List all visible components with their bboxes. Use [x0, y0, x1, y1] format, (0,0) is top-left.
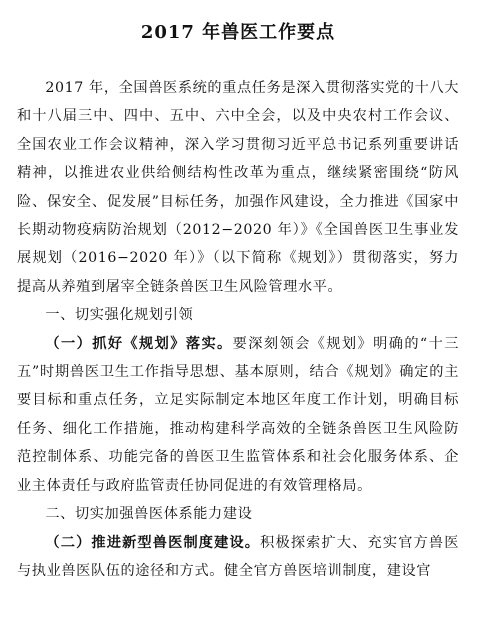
section-heading-1: 一、切实强化规划引领 [45, 307, 194, 324]
subsection-text-2: 积极探索扩大、充实官方兽医与执业兽医队伍的途径和方式。健全官方兽医培训制度，建设官 [17, 534, 459, 579]
subsection-text-1: 要深刻领会《规划》明确的“十三五”时期兽医卫生工作指导思想、基本原则，结合《规划》确定的主要目标和重点任务，立足实际制定本地区年度工作计划，明确目标任务、细化工作措施，推动构建科学高效的全链条兽医卫生风险防范控制体系、功能完备的兽医卫生监管体系和社会化服务体系、企业主体责任与政府监管责任协同促进的有效管理格局。 [17, 335, 459, 494]
subsection-paragraph-1 [17, 330, 459, 500]
subsection-lead-2: （二）推进新型兽医制度建设。 [45, 534, 261, 551]
section-heading-2: 二、切实加强兽医体系能力建设 [45, 506, 253, 523]
subsection-lead-1: （一）抓好《规划》落实。 [45, 335, 233, 352]
subsection-paragraph-2 [17, 529, 459, 586]
intro-paragraph: 2017 年，全国兽医系统的重点任务是深入贯彻落实党的十八大和十八届三中、四中、五中、六中全会，以及中央农村工作会议、全国农业工作会议精神，深入学习贯彻习近平总书记系列重要讲话精神，以推进农业供给侧结构性改革为重点，继续紧密围绕“防风险、保安全、促发展”目标任务，加强作风建设，全力推进《国家中长期动物疫病防治规划（2012−2020 年）》《全国兽医卫生事业发展规划（2016−2020 年）》（以下简称《规划》）贯彻落实，努力提高从养殖到屠宰全链条兽医卫生风险管理水平。 [17, 80, 459, 295]
page-title: 2017 年兽医工作要点 [140, 22, 336, 43]
